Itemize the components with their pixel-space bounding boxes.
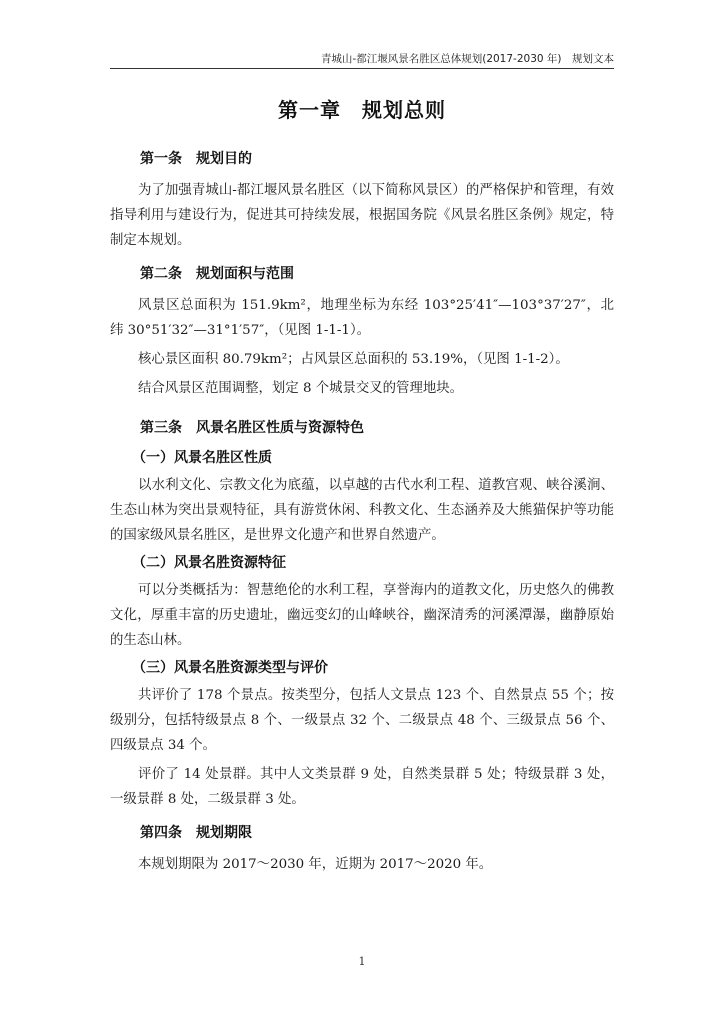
- article-4-paragraph: 本规划期限为 2017～2030 年，近期为 2017～2020 年。: [138, 857, 493, 872]
- article-3-paragraph-3: 共评价了 178 个景点。按类型分，包括人文景点 123 个、自然景点 55 个；按级别分，包括特级景点 8 个、一级景点 32 个、二级景点 48 个、三级景点 56 个、四级景点 34 个。: [110, 688, 614, 753]
- article-3-subheading-3: （三）风景名胜资源类型与评价: [132, 660, 328, 676]
- article-2-paragraph-2: 核心景区面积 80.79km²；占风景区总面积的 53.19%，（见图 1-1-2）。: [138, 352, 569, 367]
- article-2-paragraph-3: 结合风景区范围调整，划定 8 个城景交叉的管理地块。: [138, 381, 464, 396]
- article-4-heading: 第四条 规划期限: [140, 825, 252, 841]
- article-3-subheading-2: （二）风景名胜资源特征: [132, 555, 286, 571]
- chapter-title: 第一章 规划总则: [278, 98, 446, 122]
- running-header: [110, 52, 614, 69]
- article-2-heading: 第二条 规划面积与范围: [140, 266, 294, 282]
- article-1-paragraph: 为了加强青城山-都江堰风景名胜区（以下简称风景区）的严格保护和管理，有效指导利用与建设行为，促进其可持续发展，根据国务院《风景名胜区条例》规定，特制定本规划。: [110, 183, 614, 248]
- article-3-paragraph-2: 可以分类概括为：智慧绝伦的水利工程，享誉海内的道教文化，历史悠久的佛教文化，厚重丰富的历史遗址，幽远变幻的山峰峡谷，幽深清秀的河溪潭瀑，幽静原始的生态山林。: [110, 583, 614, 648]
- document-body: [110, 148, 614, 881]
- article-3-heading: 第三条 风景名胜区性质与资源特色: [140, 420, 364, 436]
- article-2-paragraph-1: 风景区总面积为 151.9km²，地理坐标为东经 103°25′41″—103°37′27″，北纬 30°51′32″—31°1′57″，（见图 1-1-1）。: [110, 298, 614, 338]
- running-header-text: 青城山-都江堰风景名胜区总体规划(2017-2030 年) 规划文本: [320, 53, 614, 65]
- article-3-paragraph-1: 以水利文化、宗教文化为底蕴，以卓越的古代水利工程、道教宫观、峡谷溪涧、生态山林为突出景观特征，具有游赏休闲、科教文化、生态涵养及大熊猫保护等功能的国家级风景名胜区，是世界文化遗产和世界自然遗产。: [110, 478, 614, 543]
- article-1-heading: 第一条 规划目的: [140, 151, 252, 167]
- page-number: 1: [358, 955, 366, 968]
- article-3-paragraph-4: 评价了 14 处景群。其中人文类景群 9 处，自然类景群 5 处；特级景群 3 处，一级景群 8 处，二级景群 3 处。: [110, 767, 614, 807]
- article-3-subheading-1: （一）风景名胜区性质: [132, 450, 272, 466]
